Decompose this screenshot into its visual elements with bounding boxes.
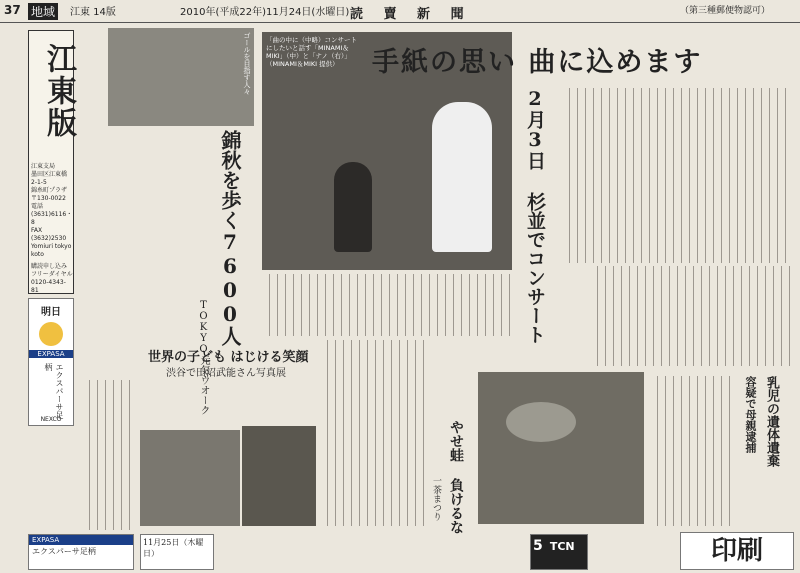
festival-headline: やせ蛙 負けるな: [448, 420, 464, 534]
main-article-continued: [262, 274, 512, 336]
bottom-ad-brand: EXPASA: [29, 535, 133, 545]
postal-notice: （第三種郵便物認可）: [680, 6, 771, 16]
breastmilk-headline: 乳児の遺体遺棄: [764, 376, 779, 467]
print-ad-title: 印刷: [710, 536, 763, 566]
clarinetist-figure: [432, 102, 492, 252]
edition-title: 江東版: [41, 43, 76, 139]
page-header: [0, 0, 800, 23]
festival-article-body: [320, 340, 426, 526]
subscription-info: 購読申し込み フリーダイヤル 0120-4343-81: [31, 263, 73, 294]
expasa-logo: EXPASA: [29, 350, 73, 358]
main-photo-caption: 「曲の中に（中略）コンサートにしたいと話す「MINAMI＆MIKI」（中）と「ナノ（右）」（MINAMI＆MIKI 提供）: [266, 36, 357, 68]
walk-tag: TOKYO元気ウオーク: [198, 300, 209, 415]
bottom-ad-date: 11月25日（木曜日）: [143, 538, 204, 558]
sidebar: [28, 30, 74, 294]
exhibit-subheadline: 渋谷で田沼武能さん写真展: [166, 368, 286, 379]
page-number: 37: [4, 3, 21, 17]
main-article-body: [562, 88, 792, 263]
weather-label: 明日: [41, 307, 61, 318]
singer-figure: [334, 162, 372, 252]
print-ad: [680, 532, 794, 570]
frog-costume: [506, 402, 576, 442]
tcn-date: 5: [533, 538, 543, 554]
section-badge: 地域: [28, 3, 58, 20]
weather-ad-title: エクスパーサ足柄: [44, 363, 64, 419]
breastmilk-article-body: [650, 376, 736, 526]
festival-photo: [478, 372, 644, 524]
breastmilk-subheadline: 容疑で母親逮捕: [744, 376, 757, 453]
bottom-left-ad: [28, 534, 134, 570]
walk-photo: [108, 28, 254, 126]
tcn-ad: [530, 534, 588, 570]
nexco-logo: NEXCO: [40, 416, 62, 423]
exhibit-photo-photographer: [242, 426, 316, 526]
bottom-date-ad: [140, 534, 214, 570]
main-headline: 手紙の思い 曲に込めます: [372, 47, 703, 78]
exhibit-photo-children: [140, 430, 240, 526]
newspaper-name: 読 賣 新 聞: [350, 7, 472, 22]
exhibit-headline: 世界の子ども はじける笑顔: [148, 350, 309, 365]
festival-tag: 一茶まつり: [431, 476, 441, 521]
main-subheadline: 2月3日 杉並でコンサート: [524, 88, 546, 344]
exhibit-article-body: [82, 380, 136, 530]
sun-icon: [39, 322, 63, 346]
bottom-ad-title: エクスパーサ足柄: [32, 547, 96, 556]
bureau-info: 江東支局 墨田区江東橋 2-1-5 錦糸町プラザ 〒130-0022 電話 (3631)6116・8 FAX (3632)2530 Yomiuri tokyo koto: [31, 163, 73, 258]
weather-ad: [28, 298, 74, 426]
right-column-text: [590, 266, 792, 366]
issue-date: 2010年(平成22年)11月24日(水曜日): [180, 7, 350, 18]
walk-photo-caption: ゴールを目指す人々: [243, 32, 251, 95]
walk-headline: 錦秋を歩く7600人: [218, 130, 242, 346]
edition-info: 江東 14版: [70, 7, 116, 18]
tcn-brand: TCN: [549, 540, 575, 553]
